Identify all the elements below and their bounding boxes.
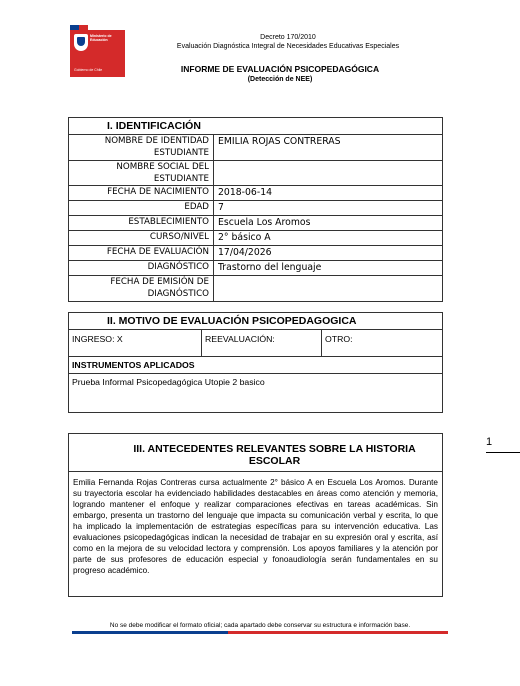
social-name-value[interactable] — [214, 161, 443, 186]
diagnosis-issue-date-value[interactable] — [214, 276, 443, 302]
grade-value[interactable]: 2° básico A — [214, 231, 443, 246]
birth-date-label: FECHA DE NACIMIENTO — [69, 186, 214, 201]
evaluation-date-label: FECHA DE EVALUACIÓN — [69, 246, 214, 261]
identification-heading: I. IDENTIFICACIÓN — [69, 118, 443, 135]
social-name-label: NOMBRE SOCIAL DEL ESTUDIANTE — [69, 161, 214, 186]
footer-blue-bar — [72, 631, 228, 634]
instruments-label: INSTRUMENTOS APLICADOS — [69, 357, 443, 374]
diagnosis-label: DIAGNÓSTICO — [69, 261, 214, 276]
age-label: EDAD — [69, 201, 214, 216]
report-subtitle: (Detección de NEE) — [247, 76, 313, 83]
background-text[interactable]: Emilia Fernanda Rojas Contreras cursa actualmente 2° básico A en Escuela Los Aromos. Durante su trayectoria escolar ha evidenciado habilidades destacables en áreas como atención y memoria, logrando mantener el enfoque y realizar comparaciones efectivas en tareas académicas. Sin embargo, presenta un trastorno del lenguaje que impacta su comunicación verbal y escrita, lo que ha implicado la implementación de estrategias específicas para su intervención educativa. Las evaluaciones psicopedagógicas indican la necesidad de trabajar en su expresión oral y escrita, así como en la mejora de su velocidad lectora y comprensión. Los apoyos familiares y la atención por parte de sus profesores de educación especial y fonoaudiología serán fundamentales en su progreso académico. — [69, 472, 443, 597]
age-value[interactable]: 7 — [214, 201, 443, 216]
evaluation-text: Evaluación Diagnóstica Integral de Necesidades Educativas Especiales — [176, 43, 400, 50]
decree-text: Decreto 170/2010 — [260, 34, 316, 41]
background-table — [68, 433, 443, 597]
grade-label: CURSO/NIVEL — [69, 231, 214, 246]
motive-table — [68, 312, 443, 413]
reevaluacion-field[interactable]: REEVALUACIÓN: — [202, 330, 322, 357]
birth-date-value[interactable]: 2018-06-14 — [214, 186, 443, 201]
report-title: INFORME DE EVALUACIÓN PSICOPEDAGÓGICA — [180, 64, 380, 74]
page-number-rule — [486, 452, 520, 453]
footer-red-bar — [228, 631, 448, 634]
instruments-value[interactable]: Prueba Informal Psicopedagógica Utopie 2 basico — [69, 374, 443, 413]
ingreso-field[interactable]: INGRESO: X — [69, 330, 202, 357]
page-number: 1 — [486, 436, 493, 448]
identity-name-value[interactable]: EMILIA ROJAS CONTRERAS — [214, 135, 443, 161]
logo-government-text: Gobierno de Chile — [74, 68, 103, 72]
diagnosis-value[interactable]: Trastorno del lenguaje — [214, 261, 443, 276]
footer-note: No se debe modificar el formato oficial; cada apartado debe conservar su estructura e información base. — [109, 622, 411, 629]
motive-heading: II. MOTIVO DE EVALUACIÓN PSICOPEDAGOGICA — [69, 313, 443, 330]
school-label: ESTABLECIMIENTO — [69, 216, 214, 231]
logo-ministry-text: Ministerio de Educación — [90, 34, 112, 42]
evaluation-date-value[interactable]: 17/04/2026 — [214, 246, 443, 261]
diagnosis-issue-date-label: FECHA DE EMISIÓN DE DIAGNÓSTICO — [69, 276, 214, 302]
background-heading: III. ANTECEDENTES RELEVANTES SOBRE LA HISTORIA ESCOLAR — [69, 434, 443, 472]
school-value[interactable]: Escuela Los Aromos — [214, 216, 443, 231]
otro-field[interactable]: OTRO: — [322, 330, 443, 357]
identity-name-label: NOMBRE DE IDENTIDAD ESTUDIANTE — [69, 135, 214, 161]
identification-table — [68, 117, 443, 302]
